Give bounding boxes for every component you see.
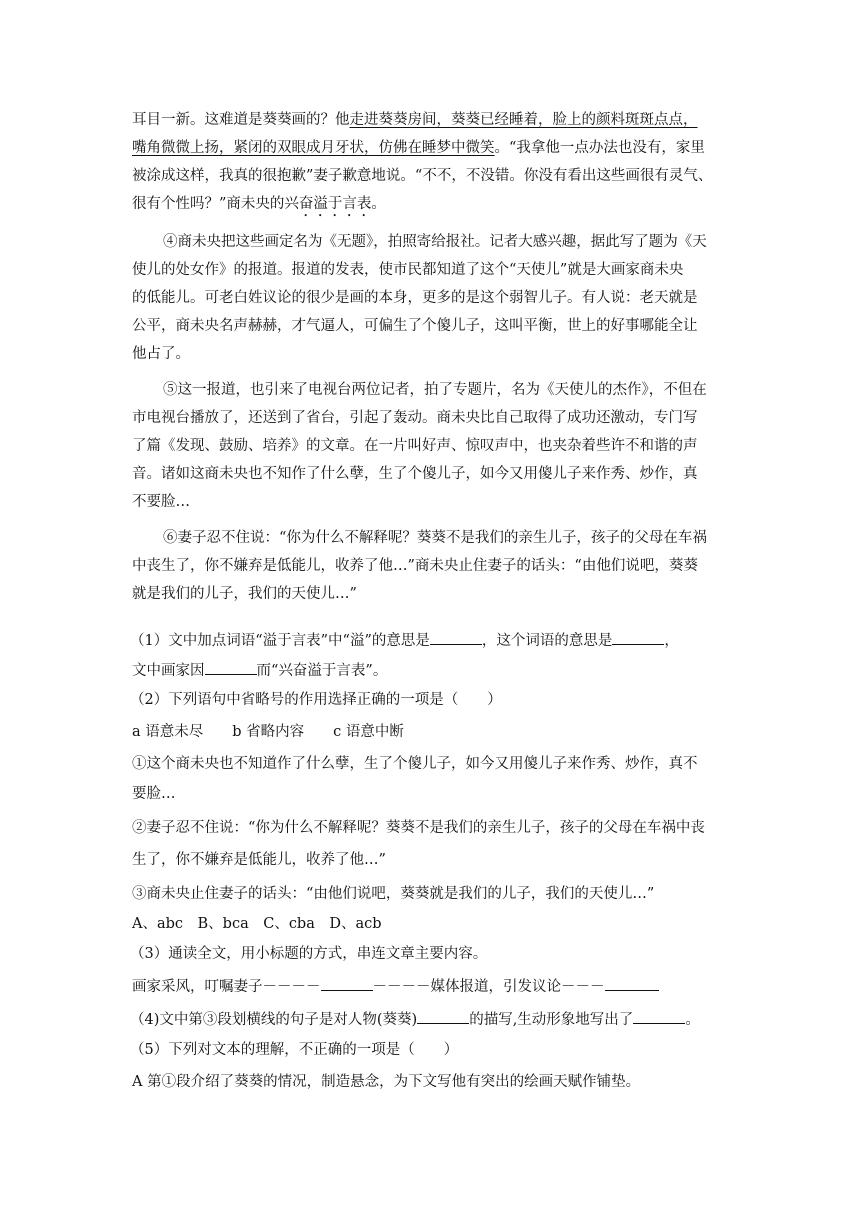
answer-blank[interactable] [612,630,664,645]
question-2-sentence-3: ③商未央止住妻子的话头：“由他们说吧，葵葵就是我们的儿子，我们的天使儿…” [132,886,655,902]
answer-blank[interactable] [605,976,659,991]
question-2-sentence-2-b: 生了，你不嫌弃是低能儿，收养了他…” [132,852,386,868]
question-2-sentence-1-a: ①这个商未央也不知道作了什么孽，生了个傻儿子，如今又用傻儿子来作秀、炒作，真不 [132,756,698,772]
answer-blank[interactable] [321,976,373,991]
question-3-title: （3）通读全文，用小标题的方式，串连文章主要内容。 [130,946,488,962]
paragraph-5-line-4: 音。诸如这商未央也不知作了什么孽，生了个傻儿子，如今又用傻儿子来作秀、炒作，真 [132,466,698,482]
paragraph-3-line-2: 嘴角微微上扬，紧闭的双眼成月牙状，仿佛在睡梦中微笑。“我拿他一点办法也没有，家里 [132,140,705,156]
answer-blank[interactable] [417,1009,469,1024]
question-2-sentence-1-b: 要脸… [132,786,176,802]
question-1-line-1: （1）文中加点词语“溢于言表”中“溢”的意思是 ，这个词语的意思是 ， [130,630,679,651]
paragraph-6-line-1: ⑥妻子忍不住说：“你为什么不解释呢？葵葵不是我们的亲生儿子，孩子的父母在车祸 [163,530,707,546]
question-5-title: （5）下列对文本的理解，不正确的一项是（ ） [130,1042,459,1058]
paragraph-6-line-2: 中丧生了，你不嫌弃是低能儿，收养了他…”商未央止住妻子的话头：“由他们说吧，葵葵 [132,558,698,574]
paragraph-4-line-4: 公平，商未央名声赫赫，才气逼人，可偏生了个傻儿子，这叫平衡，世上的好事哪能全让 [132,318,698,334]
paragraph-3-line-3: 被涂成这样，我真的很抱歉”妻子歉意地说。“不不，不没错。你没有看出这些画很有灵气、 [132,168,713,184]
paragraph-5-line-3: 了篇《发现、鼓励、培养》的文章。在一片叫好声、惊叹声中，也夹杂着些许不和谐的声 [132,438,698,454]
question-4: （4)文中第③段划横线的句子是对人物(葵葵) 的描写,生动形象地写出了 。 [130,1009,700,1030]
paragraph-5-line-2: 市电视台播放了，还送到了省台，引起了轰动。商未央比自己取得了成功还激动，专门写 [132,410,698,426]
paragraph-4-line-2: 使儿的处女作》的报道。报道的发表，使市民都知道了这个“天使儿”就是大画家商未央 [132,262,684,278]
paragraph-3-line-4: 很有个性吗？”商未央的兴奋溢于言表。 [132,196,386,212]
answer-blank[interactable] [205,660,257,675]
paragraph-6-line-3: 就是我们的儿子，我们的天使儿…” [132,586,357,602]
question-2-choices: A、abc B、bca C、cba D、acb [132,916,382,932]
underlined-sentence: 嘴角微微上扬，紧闭的双眼成月牙状，仿佛在睡梦中微笑 [132,140,495,156]
question-2-sentence-2-a: ②妻子忍不住说：“你为什么不解释呢？葵葵不是我们的亲生儿子，孩子的父母在车祸中丧 [132,820,705,836]
paragraph-5-line-1: ⑤这一报道，也引来了电视台两位记者，拍了专题片，名为《天使儿的杰作》，不但在 [163,382,707,398]
question-1-line-2: 文中画家因 而“兴奋溢于言表”。 [132,660,387,681]
question-3-outline: 画家采风，叮嘱妻子－－－－ －－－－媒体报道，引发议论－－－ [132,976,659,997]
question-5-option-a: A 第①段介绍了葵葵的情况，制造悬念，为下文写他有突出的绘画天赋作铺垫。 [132,1074,641,1090]
paragraph-4-line-5: 他占了。 [132,346,190,362]
paragraph-5-line-5: 不要脸… [132,494,190,510]
paragraph-4-line-3: 的低能儿。可老白姓议论的很少是画的本身，更多的是这个弱智儿子。有人说：老天就是 [132,290,698,306]
answer-blank[interactable] [430,630,482,645]
paragraph-4-line-1: ④商未央把这些画定名为《无题》，拍照寄给报社。记者大感兴趣，据此写了题为《天 [163,234,707,250]
question-2-options: a 语意未尽 b 省略内容 c 语意中断 [132,724,404,740]
underlined-sentence: 走进葵葵房间，葵葵已经睡着，脸上的颜料斑斑点点， [349,112,698,128]
answer-blank[interactable] [633,1009,685,1024]
paragraph-3-line-1: 耳目一新。这难道是葵葵画的？他走进葵葵房间，葵葵已经睡着，脸上的颜料斑斑点点， [132,112,698,128]
dotted-phrase: 奋溢于言表 [298,196,372,212]
question-2-title: （2）下列语句中省略号的作用选择正确的一项是（ ） [130,692,502,708]
